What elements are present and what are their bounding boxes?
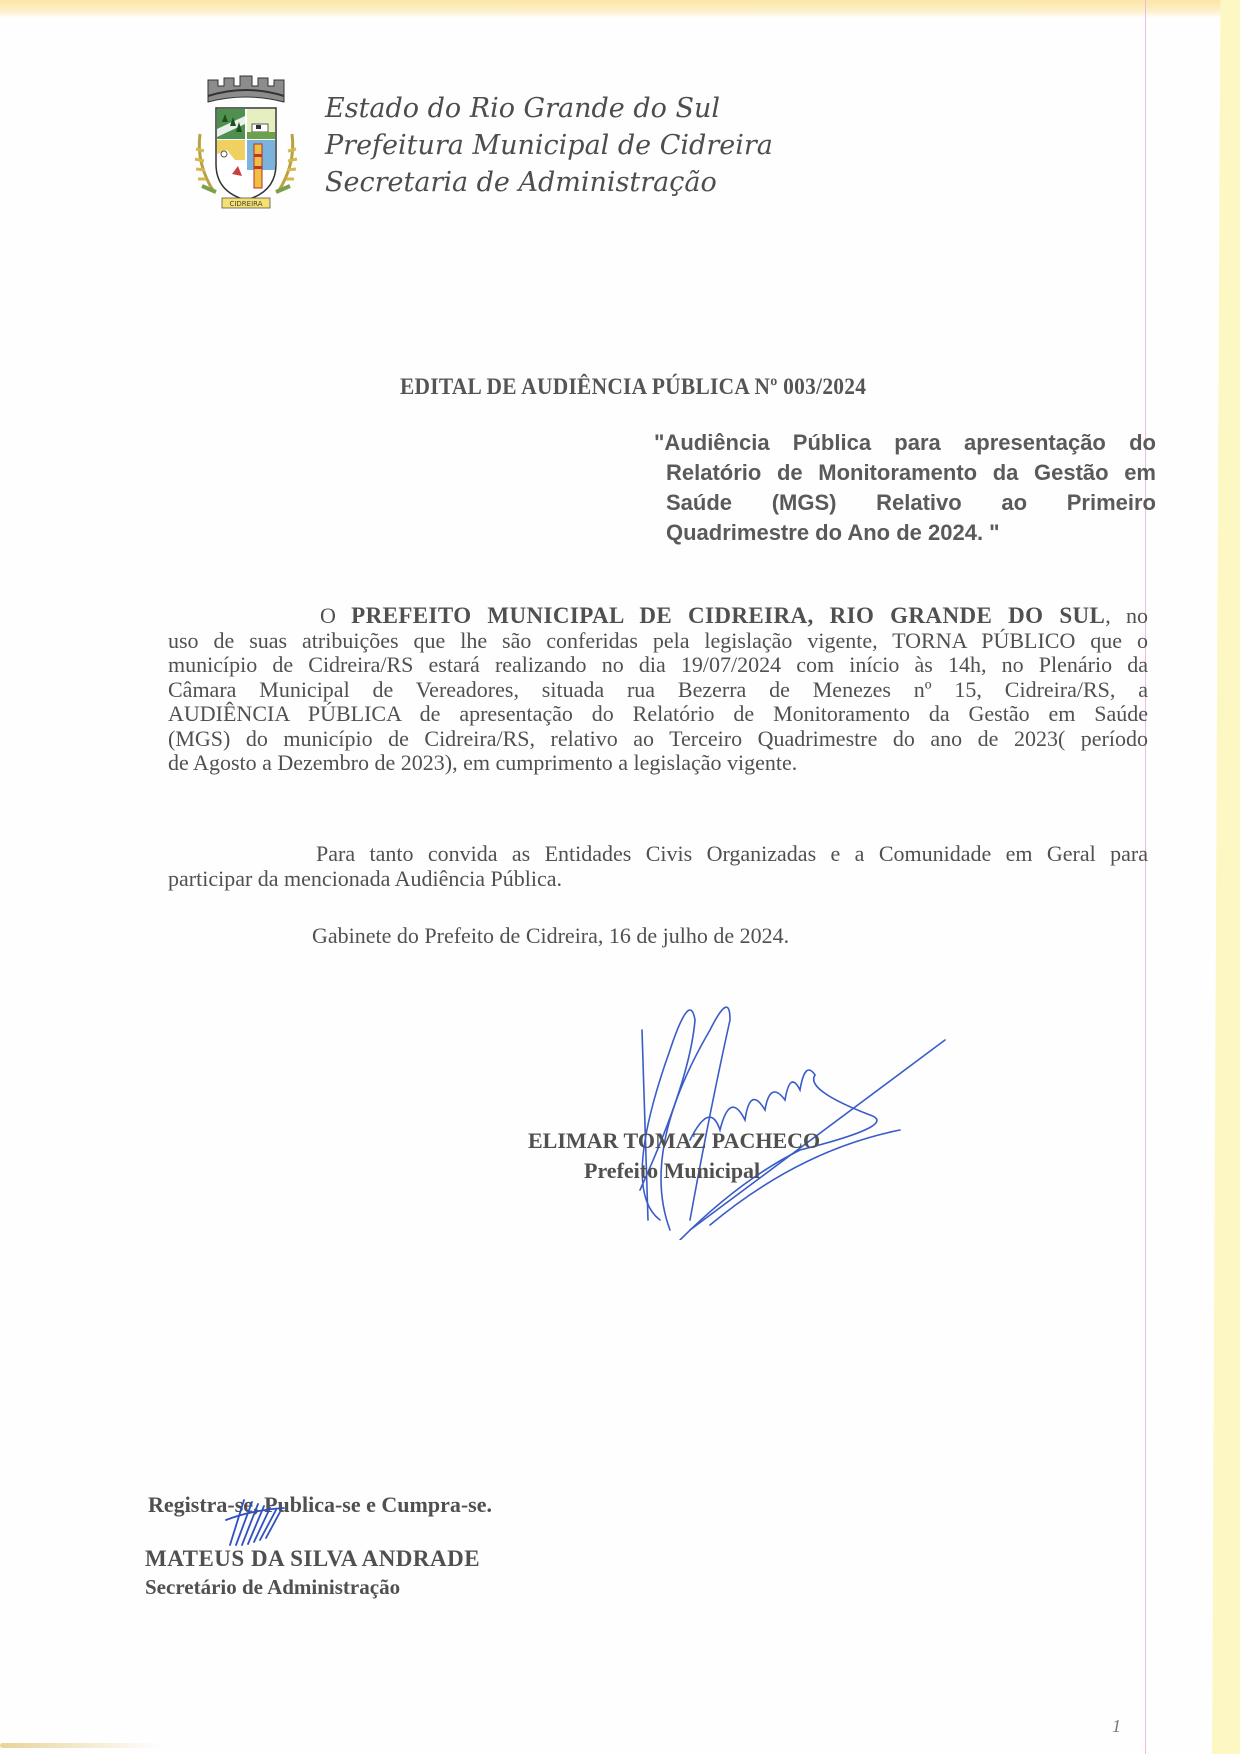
paragraph-announcement (168, 604, 1148, 776)
mayor-role: Prefeito Municipal (584, 1158, 761, 1183)
lead-bold-text: PREFEITO MUNICIPAL DE CIDREIRA, RIO GRANDE DO SUL (351, 603, 1106, 628)
scan-edge-bottom (0, 1743, 160, 1748)
scan-edge-right (1212, 0, 1240, 1754)
subject-line: Quadrimestre do Ano de 2024. " (666, 520, 1000, 545)
paragraph-line: Câmara Municipal de Vereadores, situada rua Bezerra de Menezes nº 15, Cidreira/RS, a (168, 676, 1148, 702)
paragraph-line: AUDIÊNCIA PÚBLICA de apresentação do Relatório de Monitoramento da Gestão em Saúde (168, 701, 1148, 726)
letterhead-state: Estado do Rio Grande do Sul (325, 93, 721, 124)
paragraph-line: participar da mencionada Audiência Pública. (168, 865, 563, 891)
lead-text: O (320, 603, 352, 628)
mayor-signature-block (528, 1126, 820, 1186)
letterhead (325, 90, 773, 201)
subject-line: Relatório de Monitoramento da Gestão em (666, 460, 1156, 485)
mayor-signature-icon (600, 990, 960, 1240)
secretary-role: Secretário de Administração (145, 1575, 401, 1599)
municipal-crest-icon (186, 74, 306, 214)
document-title: EDITAL DE AUDIÊNCIA PÚBLICA Nº 003/2024 (400, 374, 867, 399)
scan-edge-top (0, 0, 1240, 18)
lead-tail-text: , no (1105, 603, 1149, 628)
subject-line: "Audiência Pública para apresentação do (654, 430, 1156, 455)
paragraph-line: uso de suas atribuições que lhe são conferidas pela legislação vigente, TORNA PÚBLICO que o (168, 627, 1148, 653)
letterhead-prefecture: Prefeitura Municipal de Cidreira (325, 130, 773, 161)
paragraph-line (168, 604, 1148, 629)
paragraph-line: (MGS) do município de Cidreira/RS, relativo ao Terceiro Quadrimestre do ano de 2023( período (168, 725, 1148, 751)
paragraph-line: de Agosto a Dezembro de 2023), em cumprimento a legislação vigente. (168, 750, 798, 775)
secretary-signature-block (145, 1545, 480, 1601)
svg-text:CIDREIRA: CIDREIRA (229, 200, 263, 208)
secretary-name: MATEUS DA SILVA ANDRADE (145, 1546, 481, 1571)
secretary-signature-icon (222, 1490, 292, 1550)
paragraph-invitation (168, 842, 1148, 891)
page-mark: 1 (1112, 1716, 1121, 1736)
paragraph-line: Para tanto convida as Entidades Civis Organizadas e a Comunidade em Geral para (316, 841, 1148, 866)
document-subject (654, 428, 1156, 548)
subject-line: Saúde (MGS) Relativo ao Primeiro (666, 490, 1156, 515)
letterhead-department: Secretaria de Administração (325, 167, 717, 198)
paragraph-line: município de Cidreira/RS estará realizando no dia 19/07/2024 com início às 14h, no Plenário da (168, 652, 1148, 677)
dateline: Gabinete do Prefeito de Cidreira, 16 de julho de 2024. (312, 923, 790, 948)
mayor-name: ELIMAR TOMAZ PACHECO (528, 1128, 821, 1153)
closing-formula: Registra-se, Publica-se e Cumpra-se. (148, 1492, 492, 1517)
